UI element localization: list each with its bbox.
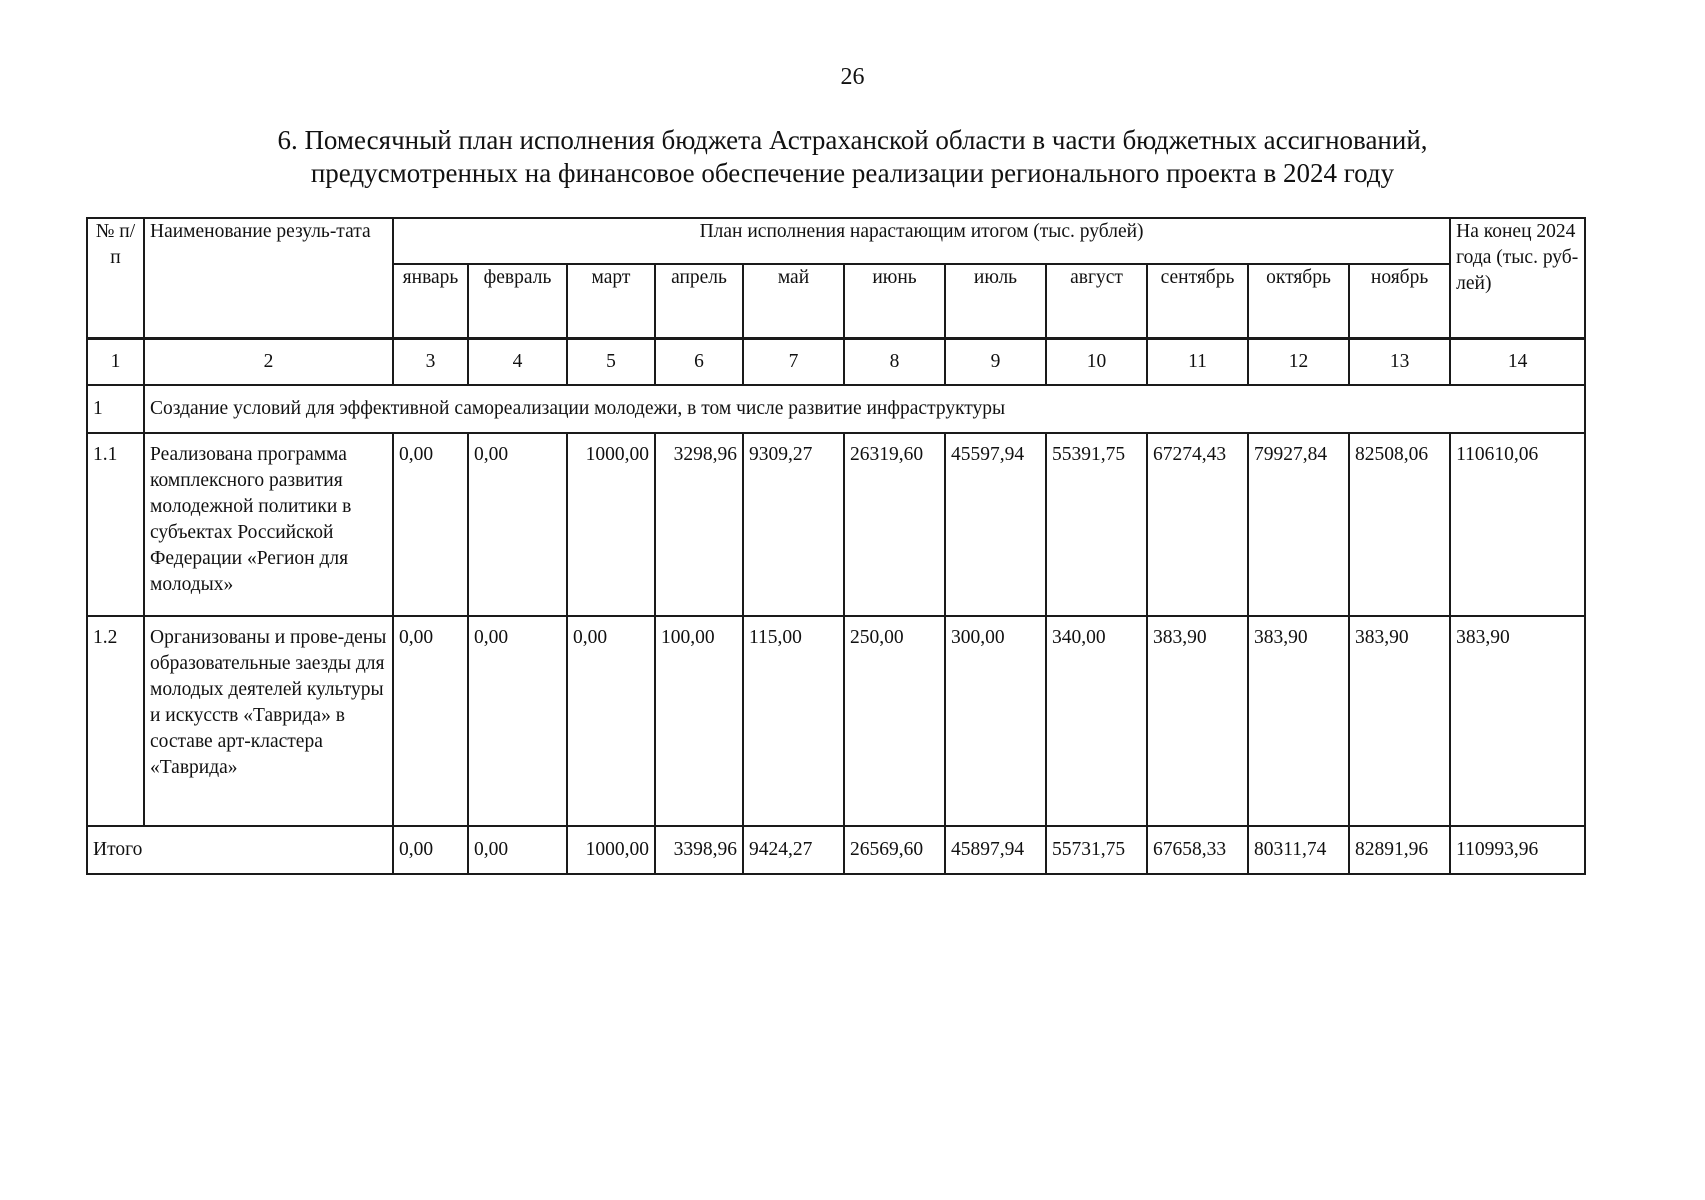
column-number: 10 <box>1046 339 1147 386</box>
end-value-cell: 383,90 <box>1450 616 1585 826</box>
month-header: сентябрь <box>1147 264 1248 339</box>
header-end-of-year: На конец 2024 года (тыс. руб-лей) <box>1450 218 1585 339</box>
total-value-cell: 26569,60 <box>844 826 945 874</box>
table-row <box>87 616 1585 826</box>
month-header: июнь <box>844 264 945 339</box>
total-label: Итого <box>87 826 393 874</box>
month-header: июль <box>945 264 1046 339</box>
section-row <box>87 385 1585 433</box>
column-number: 4 <box>468 339 567 386</box>
value-cell: 100,00 <box>655 616 743 826</box>
value-cell: 250,00 <box>844 616 945 826</box>
value-cell: 0,00 <box>393 433 468 616</box>
header-name: Наименование резуль-тата <box>144 218 393 339</box>
value-cell: 340,00 <box>1046 616 1147 826</box>
total-value-cell: 67658,33 <box>1147 826 1248 874</box>
row-index: 1.2 <box>87 616 144 826</box>
total-value-cell: 0,00 <box>468 826 567 874</box>
total-end-value-cell: 110993,96 <box>1450 826 1585 874</box>
value-cell: 26319,60 <box>844 433 945 616</box>
row-index: 1.1 <box>87 433 144 616</box>
value-cell: 383,90 <box>1349 616 1450 826</box>
value-cell: 45597,94 <box>945 433 1046 616</box>
value-cell: 9309,27 <box>743 433 844 616</box>
value-cell: 383,90 <box>1248 616 1349 826</box>
total-value-cell: 0,00 <box>393 826 468 874</box>
value-cell: 300,00 <box>945 616 1046 826</box>
month-header: август <box>1046 264 1147 339</box>
title-line-1: 6. Помесячный план исполнения бюджета Астраханской области в части бюджетных ассигнований, <box>277 125 1428 155</box>
value-cell: 0,00 <box>468 433 567 616</box>
value-cell: 0,00 <box>567 616 655 826</box>
header-no: № п/п <box>87 218 144 339</box>
column-number: 1 <box>87 339 144 386</box>
value-cell: 67274,43 <box>1147 433 1248 616</box>
total-value-cell: 45897,94 <box>945 826 1046 874</box>
month-header: ноябрь <box>1349 264 1450 339</box>
column-number: 12 <box>1248 339 1349 386</box>
value-cell: 115,00 <box>743 616 844 826</box>
month-header: октябрь <box>1248 264 1349 339</box>
document-title <box>0 124 1705 190</box>
table-row <box>87 433 1585 616</box>
total-row <box>87 826 1585 874</box>
value-cell: 0,00 <box>393 616 468 826</box>
row-name: Реализована программа комплексного развития молодежной политики в субъектах Российской Федерации «Регион для молодых» <box>144 433 393 616</box>
section-index: 1 <box>87 385 144 433</box>
value-cell: 1000,00 <box>567 433 655 616</box>
column-number: 14 <box>1450 339 1585 386</box>
month-header: май <box>743 264 844 339</box>
total-value-cell: 3398,96 <box>655 826 743 874</box>
value-cell: 3298,96 <box>655 433 743 616</box>
total-value-cell: 9424,27 <box>743 826 844 874</box>
column-number: 2 <box>144 339 393 386</box>
value-cell: 383,90 <box>1147 616 1248 826</box>
total-value-cell: 55731,75 <box>1046 826 1147 874</box>
month-header: апрель <box>655 264 743 339</box>
value-cell: 0,00 <box>468 616 567 826</box>
column-number: 8 <box>844 339 945 386</box>
column-number: 6 <box>655 339 743 386</box>
header-row <box>87 218 1585 264</box>
header-plan: План исполнения нарастающим итогом (тыс. рублей) <box>393 218 1450 264</box>
value-cell: 82508,06 <box>1349 433 1450 616</box>
value-cell: 79927,84 <box>1248 433 1349 616</box>
value-cell: 55391,75 <box>1046 433 1147 616</box>
column-number: 3 <box>393 339 468 386</box>
column-number: 7 <box>743 339 844 386</box>
budget-plan-table <box>86 217 1586 875</box>
total-value-cell: 82891,96 <box>1349 826 1450 874</box>
column-numbers-row <box>87 339 1585 386</box>
month-header: март <box>567 264 655 339</box>
column-number: 9 <box>945 339 1046 386</box>
page-number: 26 <box>840 64 865 90</box>
column-number: 11 <box>1147 339 1248 386</box>
total-value-cell: 80311,74 <box>1248 826 1349 874</box>
column-number: 13 <box>1349 339 1450 386</box>
section-title: Создание условий для эффективной самореализации молодежи, в том числе развитие инфраструктуры <box>144 385 1585 433</box>
total-value-cell: 1000,00 <box>567 826 655 874</box>
title-line-2: предусмотренных на финансовое обеспечение реализации регионального проекта в 2024 году <box>310 158 1395 188</box>
month-header: январь <box>393 264 468 339</box>
column-number: 5 <box>567 339 655 386</box>
row-name: Организованы и прове-дены образовательные заезды для молодых деятелей культуры и искусств «Таврида» в составе арт-кластера «Таврида» <box>144 616 393 826</box>
month-header: февраль <box>468 264 567 339</box>
end-value-cell: 110610,06 <box>1450 433 1585 616</box>
